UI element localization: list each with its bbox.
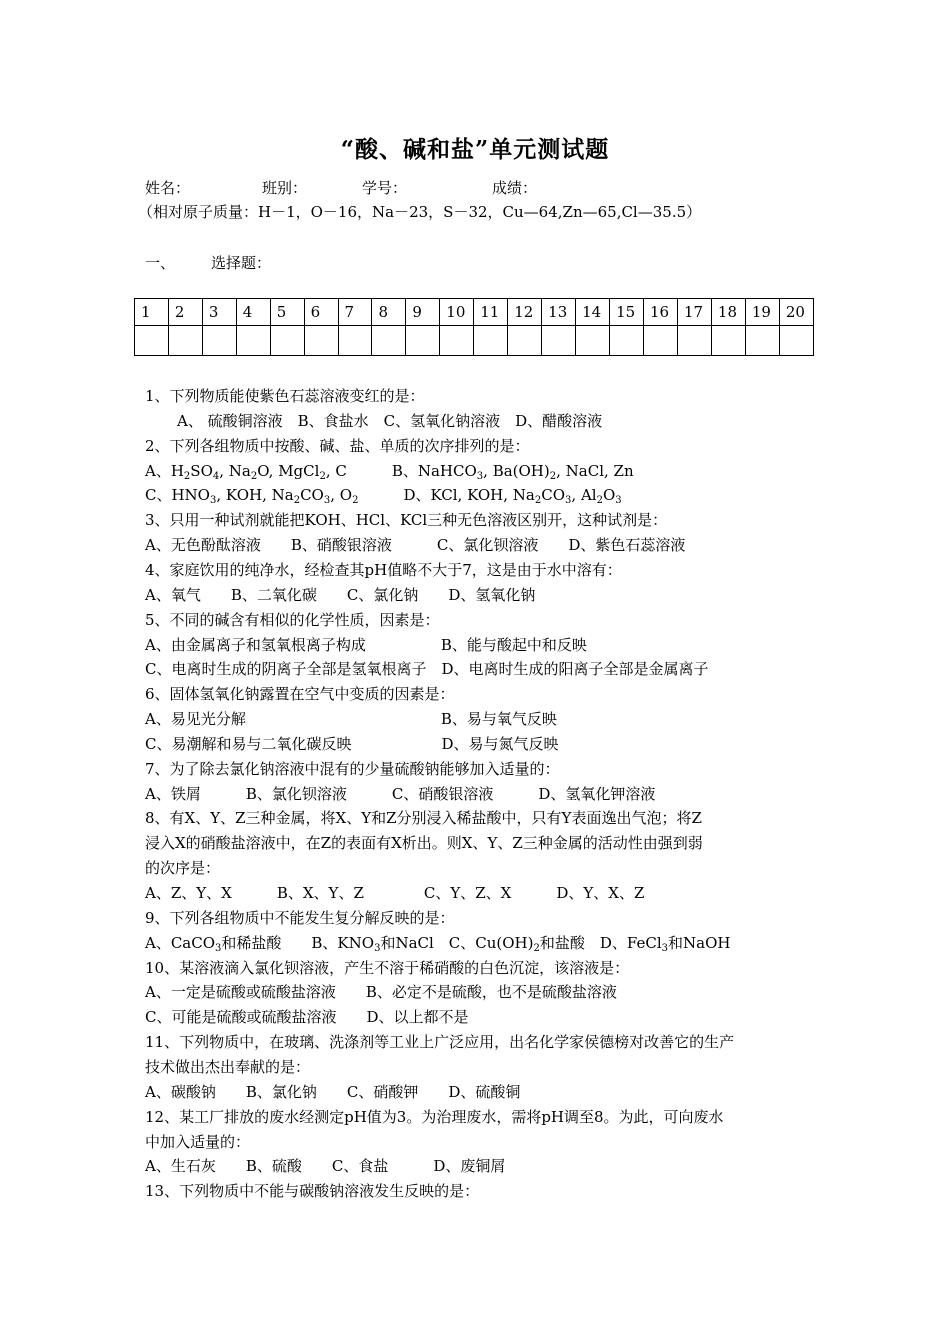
question-stem: 7、为了除去氯化钠溶液中混有的少量硫酸钠能够加入适量的： <box>145 759 560 778</box>
answer-number-cell: 9 <box>406 299 440 326</box>
answer-blank-cell[interactable] <box>372 326 406 356</box>
score-label: 成绩： <box>492 179 538 197</box>
answer-blank-cell[interactable] <box>711 326 745 356</box>
answer-blank-row <box>135 326 814 356</box>
answer-number-cell: 19 <box>745 299 779 326</box>
answer-blank-cell[interactable] <box>304 326 338 356</box>
answer-number-cell: 10 <box>440 299 474 326</box>
question-line: A、$H_2SO_4$, $Na_2O$, MgCl$_2$, C B、NaHCO$_3$, $Ba(OH)_2$, NaCl, Zn <box>145 461 634 482</box>
answer-blank-cell[interactable] <box>542 326 576 356</box>
question-stem: 10、某溶液滴入氯化钡溶液，产生不溶于稀硝酸的白色沉淀，该溶液是： <box>145 958 630 977</box>
answer-number-cell: 16 <box>644 299 678 326</box>
question-line: A、由金属离子和氢氧根离子构成 B、能与酸起中和反映 <box>145 635 587 654</box>
class-label: 班别： <box>262 179 308 197</box>
section-label: 选择题： <box>211 254 272 272</box>
answer-blank-cell[interactable] <box>338 326 372 356</box>
question-line: C、电离时生成的阴离子全部是氢氧根离子 D、电离时生成的阳离子全部是金属离子 <box>145 660 709 679</box>
question-stem: 1、下列物质能使紫色石蕊溶液变红的是： <box>145 387 425 405</box>
answer-blank-cell[interactable] <box>576 326 610 356</box>
question-line: A、Z、Y、X B、X、Y、Z C、Y、Z、X D、Y、X、Z <box>145 884 645 902</box>
answer-grid <box>134 298 814 356</box>
question-stem: 6、固体氢氧化钠露置在空气中变质的因素是： <box>145 685 455 704</box>
answer-blank-cell[interactable] <box>236 326 270 356</box>
answer-number-cell: 7 <box>338 299 372 326</box>
section-number: 一、 <box>145 254 176 272</box>
answer-blank-cell[interactable] <box>508 326 542 356</box>
answer-blank-cell[interactable] <box>202 326 236 356</box>
answer-blank-cell[interactable] <box>270 326 304 356</box>
question-line: A、无色酚酞溶液 B、硝酸银溶液 C、氯化钡溶液 D、紫色石蕊溶液 <box>145 536 686 555</box>
answer-blank-cell[interactable] <box>610 326 644 356</box>
id-label: 学号： <box>362 179 408 197</box>
question-line: A、生石灰 B、硫酸 C、食盐 D、废铜屑 <box>145 1157 506 1176</box>
question-line: A、CaCO$_3$和稀盐酸 B、$KNO_3$和NaCl C、$Cu(OH)_2$和盐酸 D、FeCl$_3$和NaOH <box>145 933 731 954</box>
answer-number-cell: 15 <box>610 299 644 326</box>
name-label: 姓名： <box>145 179 191 197</box>
answer-number-cell: 2 <box>168 299 202 326</box>
question-stem: 3、只用一种试剂就能把KOH、HCl、KCl三种无色溶液区别开，这种试剂是： <box>145 511 668 530</box>
question-line: A、铁屑 B、氯化钡溶液 C、硝酸银溶液 D、氢氧化钾溶液 <box>145 784 656 803</box>
question-line: 浸入X的硝酸盐溶液中，在Z的表面有X析出。则X、Y、Z三种金属的活动性由强到弱 <box>145 834 703 853</box>
question-line: 技术做出杰出奉献的是： <box>145 1057 311 1076</box>
question-line: 中加入适量的： <box>145 1132 251 1151</box>
question-line: A、 硫酸铜溶液 B、食盐水 C、氢氧化钠溶液 D、醋酸溶液 <box>177 411 603 430</box>
answer-number-cell: 11 <box>474 299 508 326</box>
question-stem: 9、下列各组物质中不能发生复分解反映的是： <box>145 908 455 927</box>
answer-blank-cell[interactable] <box>745 326 779 356</box>
question-stem: 2、下列各组物质中按酸、碱、盐、单质的次序排列的是： <box>145 436 530 455</box>
answer-blank-cell[interactable] <box>677 326 711 356</box>
question-line: A、氧气 B、二氧化碳 C、氯化钠 D、氢氧化钠 <box>145 585 536 604</box>
question-line: 的次序是： <box>145 859 221 878</box>
question-line: C、可能是硫酸或硫酸盐溶液 D、以上都不是 <box>145 1008 469 1027</box>
answer-number-cell: 3 <box>202 299 236 326</box>
atomic-masses-note: （相对原子质量：H－1，O－16，Na－23，S－32，Cu—64,Zn—65,Cl—35.5） <box>138 203 702 221</box>
answer-number-cell: 8 <box>372 299 406 326</box>
answer-number-cell: 12 <box>508 299 542 326</box>
answer-number-cell: 1 <box>135 299 169 326</box>
answer-number-cell: 4 <box>236 299 270 326</box>
answer-number-cell: 13 <box>542 299 576 326</box>
question-stem: 13、下列物质中不能与碳酸钠溶液发生反映的是： <box>145 1182 480 1201</box>
answer-blank-cell[interactable] <box>779 326 813 356</box>
answer-number-cell: 14 <box>576 299 610 326</box>
answer-blank-cell[interactable] <box>406 326 440 356</box>
question-line: A、易见光分解 B、易与氧气反映 <box>145 710 557 729</box>
question-line: C、易潮解和易与二氧化碳反映 D、易与氮气反映 <box>145 734 559 753</box>
answer-number-cell: 6 <box>304 299 338 326</box>
answer-blank-cell[interactable] <box>440 326 474 356</box>
question-line: A、碳酸钠 B、氯化钠 C、硝酸钾 D、硫酸铜 <box>145 1082 521 1101</box>
question-stem: 8、有X、Y、Z三种金属，将X、Y和Z分别浸入稀盐酸中，只有Y表面逸出气泡；将Z <box>145 809 702 828</box>
answer-number-row <box>135 299 814 326</box>
question-stem: 4、家庭饮用的纯净水，经检查其pH值略不大于7，这是由于水中溶有： <box>145 560 622 579</box>
answer-number-cell: 17 <box>677 299 711 326</box>
question-stem: 12、某工厂排放的废水经测定pH值为3。为治理废水，需将pH调至8。为此，可向废水 <box>145 1107 724 1126</box>
answer-blank-cell[interactable] <box>135 326 169 356</box>
question-line: C、$HNO_3$, KOH, $Na_2CO_3$, $O_2$ D、KCl, KOH, $Na_2CO_3$, $Al_2O_3$ <box>145 486 622 507</box>
answer-blank-cell[interactable] <box>644 326 678 356</box>
question-stem: 11、下列物质中，在玻璃、洗涤剂等工业上广泛应用，出名化学家侯德榜对改善它的生产 <box>145 1033 735 1052</box>
answer-blank-cell[interactable] <box>168 326 202 356</box>
answer-number-cell: 20 <box>779 299 813 326</box>
section-heading <box>145 253 272 273</box>
answer-number-cell: 18 <box>711 299 745 326</box>
answer-blank-cell[interactable] <box>474 326 508 356</box>
question-stem: 5、不同的碱含有相似的化学性质，因素是： <box>145 610 440 629</box>
page-title: “酸、碱和盐”单元测试题 <box>340 136 610 163</box>
question-line: A、一定是硫酸或硫酸盐溶液 B、必定不是硫酸，也不是硫酸盐溶液 <box>145 983 617 1002</box>
answer-number-cell: 5 <box>270 299 304 326</box>
